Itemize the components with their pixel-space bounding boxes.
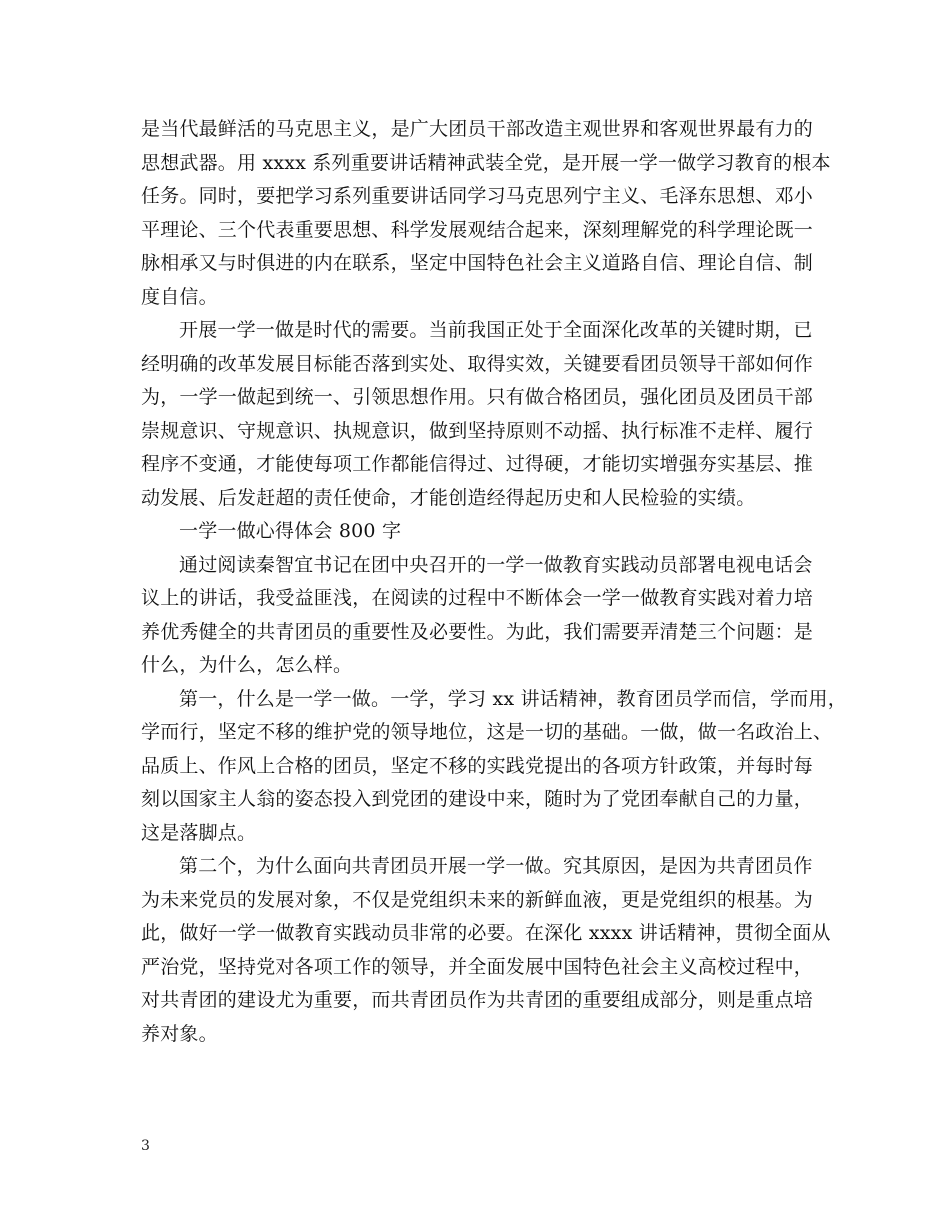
- paragraph-first-line: 第二个，为什么面向共青团员开展一学一做。究其原因，是因为共青团员作: [179, 855, 813, 877]
- text-line: 程序不变通，才能使每项工作都能信得过、过得硬，才能切实增强夯实基层、推: [141, 453, 814, 475]
- paragraph-first-line: 开展一学一做是时代的需要。当前我国正处于全面深化改革的关键时期，已: [179, 319, 813, 341]
- text-line: 崇规意识、守规意识、执规意识，做到坚持原则不动摇、执行标准不走样、履行: [141, 419, 814, 442]
- text-line: 品质上、作风上合格的团员，坚定不移的实践党提出的各项方针政策，并每时每: [141, 754, 814, 777]
- text-line: 此，做好一学一做教育实践动员非常的必要。在深化 xxxx 讲话精神，贯彻全面从: [141, 922, 831, 944]
- body-text: [141, 113, 847, 1051]
- text-line: 什么，为什么，怎么样。: [141, 654, 353, 676]
- text-line: 议上的讲话，我受益匪浅，在阅读的过程中不断体会一学一做教育实践对着力培: [141, 587, 814, 609]
- text-line: 刻以国家主人翁的姿态投入到党团的建设中来，随时为了党团奉献自己的力量，: [141, 788, 814, 810]
- text-line: 为未来党员的发展对象，不仅是党组织未来的新鲜血液，更是党组织的根基。为: [141, 888, 814, 911]
- text-line: 对共青团的建设尤为重要，而共青团员作为共青团的重要组成部分，则是重点培: [141, 989, 814, 1011]
- text-line: 平理论、三个代表重要思想、科学发展观结合起来，深刻理解党的科学理论既一: [141, 218, 814, 241]
- text-line: 这是落脚点。: [141, 821, 257, 844]
- text-line: 度自信。: [141, 285, 218, 308]
- text-line: 养优秀健全的共青团员的重要性及必要性。为此，我们需要弄清楚三个问题：是: [141, 620, 814, 643]
- text-line: 养对象。: [141, 1022, 218, 1045]
- text-line: 动发展、后发赶超的责任使命，才能创造经得起历史和人民检验的实绩。: [141, 486, 756, 509]
- section-heading: 一学一做心得体会 800 字: [179, 520, 402, 542]
- text-line: 学而行，坚定不移的维护党的领导地位，这是一切的基础。一做，做一名政治上、: [141, 721, 833, 743]
- text-line: 任务。同时，要把学习系列重要讲话同学习马克思列宁主义、毛泽东思想、邓小: [141, 185, 814, 207]
- paragraph-first-line: 第一，什么是一学一做。一学，学习 xx 讲话精神，教育团员学而信，学而用，: [179, 687, 847, 710]
- text-line: 思想武器。用 xxxx 系列重要讲话精神武装全党，是开展一学一做学习教育的根本: [141, 151, 831, 174]
- text-line: 是当代最鲜活的马克思主义，是广大团员干部改造主观世界和客观世界最有力的: [141, 118, 814, 140]
- text-line: 脉相承又与时俱进的内在联系，坚定中国特色社会主义道路自信、理论自信、制: [141, 252, 814, 274]
- text-line: 严治党，坚持党对各项工作的领导，并全面发展中国特色社会主义高校过程中，: [141, 955, 814, 978]
- paragraph-first-line: 通过阅读秦智宜书记在团中央召开的一学一做教育实践动员部署电视电话会: [179, 553, 813, 576]
- page-number: 3: [141, 1138, 150, 1154]
- text-line: 经明确的改革发展目标能否落到实处、取得实效，关键要看团员领导干部如何作: [141, 352, 814, 375]
- text-line: 为，一学一做起到统一、引领思想作用。只有做合格团员，强化团员及团员干部: [141, 386, 814, 408]
